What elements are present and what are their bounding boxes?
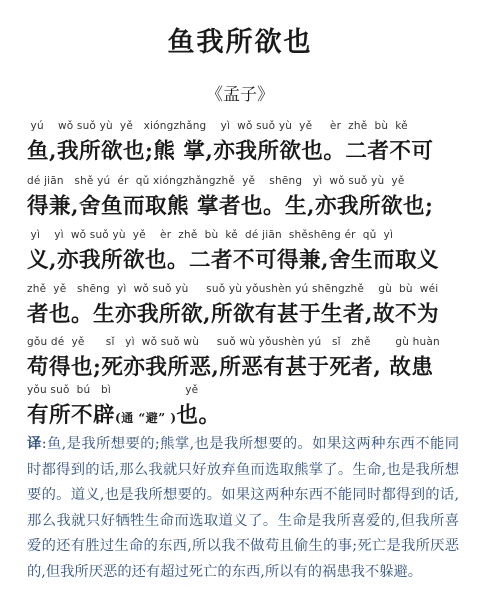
hanzi-end: 也。 [176, 403, 221, 428]
text-line-3 [27, 229, 467, 281]
poem-title: 鱼我所欲也 [167, 27, 313, 58]
translation-text: :鱼,是我所想要的;熊掌,也是我所想要的。如果这两种东西不能同时都得到的话,那么我就只好放弃鱼而选取熊掌了。生命,也是我所想要的。道义,也是我所想要的。如果这两种东西不能同时都得到的话,那么我就只好牺牲生命而选取道义了。生命是我所喜爱的,但我所喜爱的还有胜过生命的东西,所以我不做苟且偷生的事;死亡是我所厌恶的,但我所厌恶的还有超过死亡的东西,所以有的祸患我不躲避。 [27, 436, 459, 580]
translation-label: 译 [27, 436, 42, 452]
pinyin-line: zhě yě shēng yì wǒ suǒ yù suǒ yù yǒushèn yú shēngzhě gù bù wéi [27, 283, 439, 295]
text-line-2 [27, 175, 467, 227]
hanzi-line: 苟得也;死亦我所恶,所恶有甚于死者, 故患 [27, 355, 434, 380]
text-line-5 [27, 336, 467, 388]
hanzi-line: 义,亦我所欲也。二者不可得兼,舍生而取义 [27, 248, 439, 273]
hanzi-line [27, 398, 221, 429]
author-label: 《孟子》 [206, 85, 274, 105]
hanzi-main: 有所不辟 [27, 403, 116, 428]
hanzi-line: 者也。生亦我所欲,所欲有甚于生者,故不为 [27, 302, 439, 327]
pinyin-line: dé jiān shě yú ér qǔ xióngzhǎngzhě yě shēng yì wǒ suǒ yù yě [27, 175, 405, 187]
text-line-6 [27, 384, 467, 436]
annotation-note: (通 “避” ) [115, 411, 177, 425]
pinyin-line: gǒu dé yě sǐ yì wǒ suǒ wù suǒ wù yǒushèn yú sǐ zhě gù huàn [27, 336, 440, 348]
text-line-1 [27, 120, 467, 172]
pinyin-line: yú wǒ suǒ yù yě xióngzhǎng yì wǒ suǒ yù yě èr zhě bù kě [27, 120, 408, 132]
hanzi-line: 得兼,舍鱼而取熊 掌者也。生,亦我所欲也; [27, 194, 434, 219]
translation-paragraph [27, 432, 459, 585]
pinyin-line: yì yì wǒ suǒ yù yě èr zhě bù kě dé jiān shěshēng ér qǔ yì [27, 229, 394, 241]
hanzi-line: 鱼,我所欲也;熊 掌,亦我所欲也。二者不可 [27, 139, 434, 164]
pinyin-line: yǒu suǒ bú bì yě [27, 384, 199, 396]
text-line-4 [27, 283, 467, 335]
